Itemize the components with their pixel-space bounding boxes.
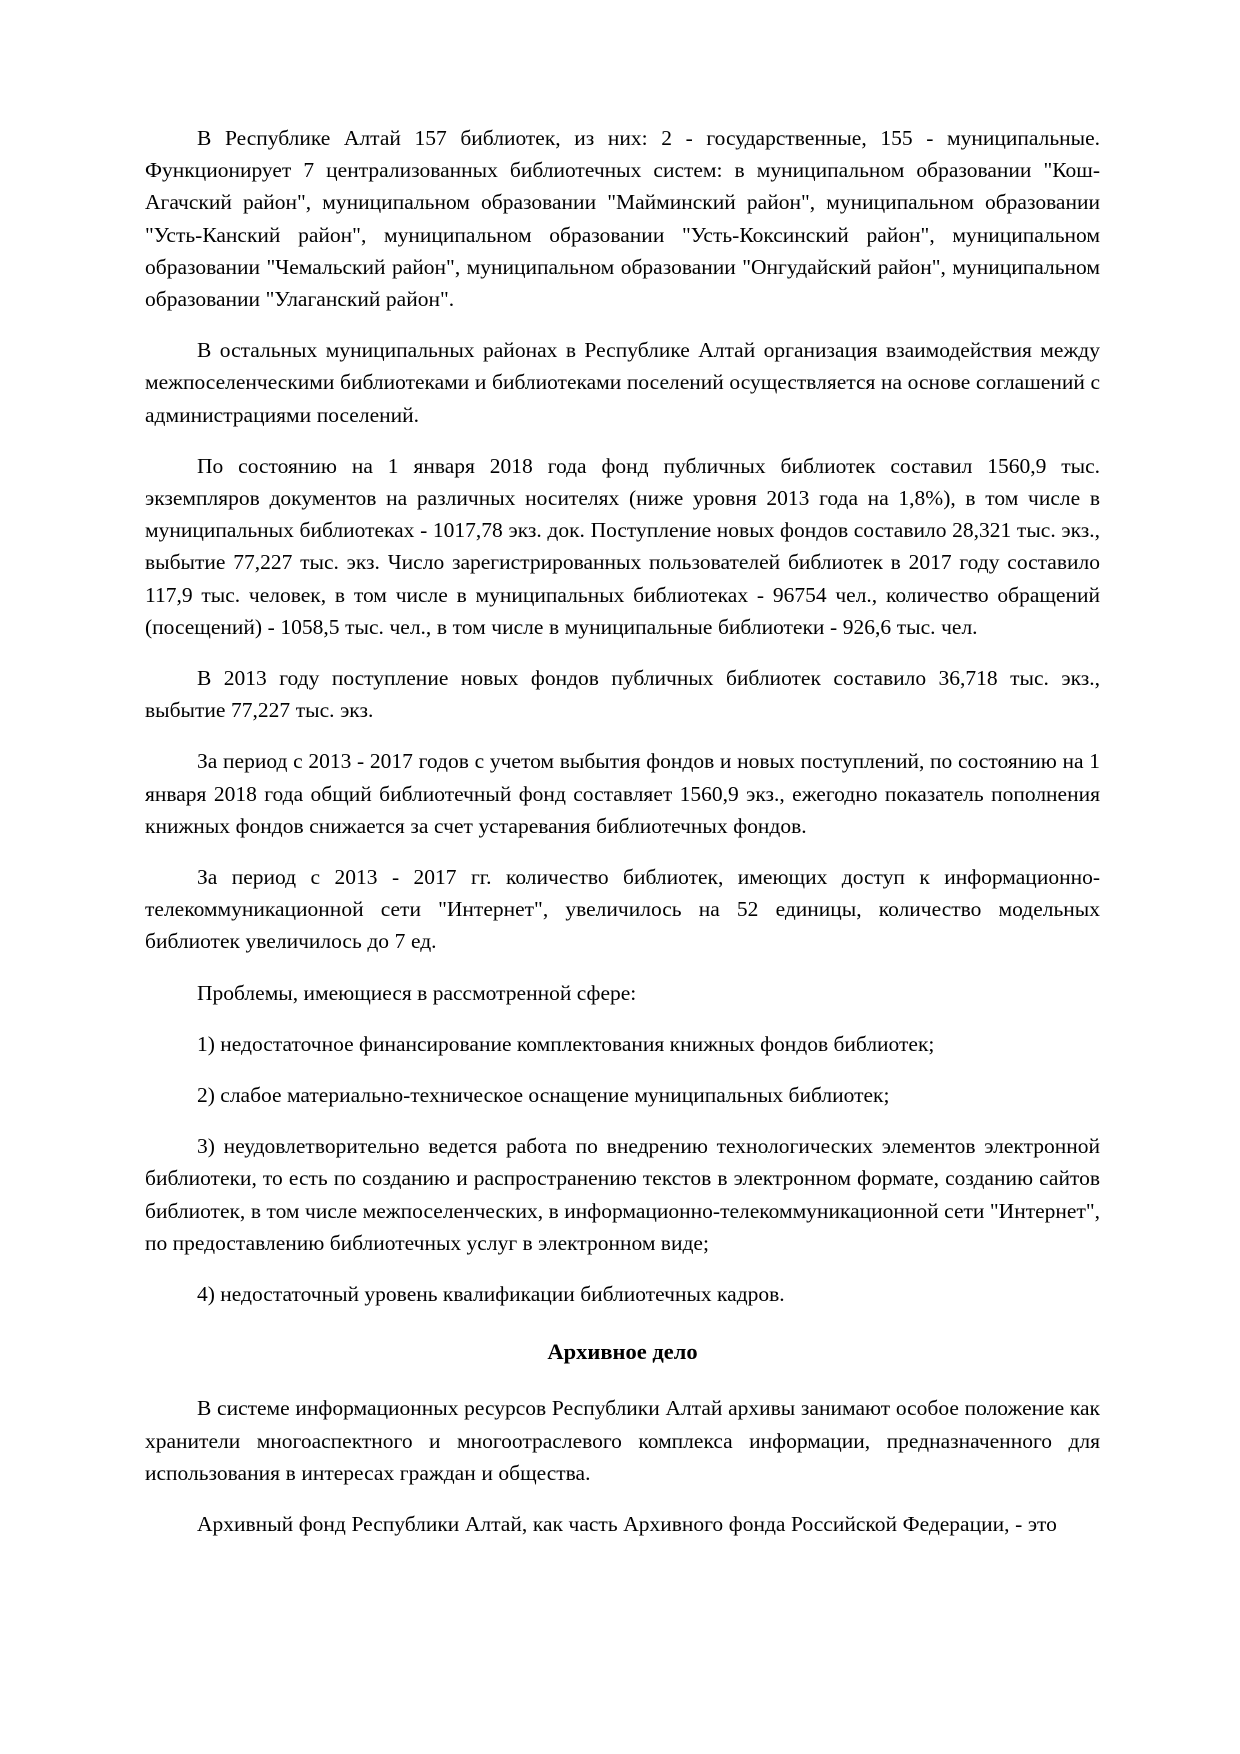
paragraph-interaction-agreements: В остальных муниципальных районах в Республике Алтай организация взаимодействия между межпоселенческими библиотеками и библиотеками поселений осуществляется на основе соглашений с администрациями поселений. xyxy=(145,338,1100,427)
problems-lead-in: Проблемы, имеющиеся в рассмотренной сфере: xyxy=(197,980,637,1005)
paragraph-fund-statistics-2018: По состоянию на 1 января 2018 года фонд публичных библиотек составил 1560,9 тыс. экземпляров документов на различных носителях (ниже уровня 2013 года на 1,8%), в том числе в муниципальных библиотеках - 1017,78 экз. док. Поступление новых фондов составило 28,321 тыс. экз., выбытие 77,227 тыс. экз. Число зарегистрированных пользователей библиотек в 2017 году составило 117,9 тыс. человек, в том числе в муниципальных библиотеках - 96754 чел., количество обращений (посещений) - 1058,5 тыс. чел., в том числе в муниципальные библиотеки - 926,6 тыс. чел. xyxy=(145,453,1100,639)
paragraph-period-2013-2017-fund: За период с 2013 - 2017 годов с учетом выбытия фондов и новых поступлений, по состоянию на 1 января 2018 года общий библиотечный фонд составляет 1560,9 экз., ежегодно показатель пополнения книжных фондов снижается за счет устаревания библиотечных фондов. xyxy=(145,749,1100,838)
problem-item-4: 4) недостаточный уровень квалификации библиотечных кадров. xyxy=(197,1282,785,1307)
paragraph-archival-fund-intro: Архивный фонд Республики Алтай, как часть Архивного фонда Российской Федерации, - это xyxy=(197,1511,1057,1536)
problem-item-3: 3) неудовлетворительно ведется работа по внедрению технологических элементов электронной библиотеки, то есть по созданию и распространению текстов в электронном формате, созданию сайтов библиотек, в том числе межпоселенческих, в информационно-телекоммуникационной сети "Интернет", по предоставлению библиотечных услуг в электронном виде; xyxy=(145,1134,1100,1255)
problem-item-1: 1) недостаточное финансирование комплектования книжных фондов библиотек; xyxy=(197,1031,935,1056)
problem-item-2: 2) слабое материально-техническое оснащение муниципальных библиотек; xyxy=(197,1083,890,1108)
paragraph-fund-statistics-2013: В 2013 году поступление новых фондов публичных библиотек составило 36,718 тыс. экз., выбытие 77,227 тыс. экз. xyxy=(145,666,1100,723)
section-heading-archival-affairs: Архивное дело xyxy=(547,1339,698,1365)
paragraph-internet-access-growth: За период с 2013 - 2017 гг. количество библиотек, имеющих доступ к информационно-телекоммуникационной сети "Интернет", увеличилось на 52 единицы, количество модельных библиотек увеличилось до 7 ед. xyxy=(145,865,1100,954)
paragraph-archives-role: В системе информационных ресурсов Республики Алтай архивы занимают особое положение как хранители многоаспектного и многоотраслевого комплекса информации, предназначенного для использования в интересах граждан и общества. xyxy=(145,1396,1100,1485)
paragraph-libraries-count: В Республике Алтай 157 библиотек, из них: 2 - государственные, 155 - муниципальные. Функционирует 7 централизованных библиотечных систем: в муниципальном образовании "Кош-Агачский район", муниципальном образовании "Майминский район", муниципальном образовании "Усть-Канский район", муниципальном образовании "Усть-Коксинский район", муниципальном образовании "Чемальский район", муниципальном образовании "Онгудайский район", муниципальном образовании "Улаганский район". xyxy=(145,126,1100,312)
